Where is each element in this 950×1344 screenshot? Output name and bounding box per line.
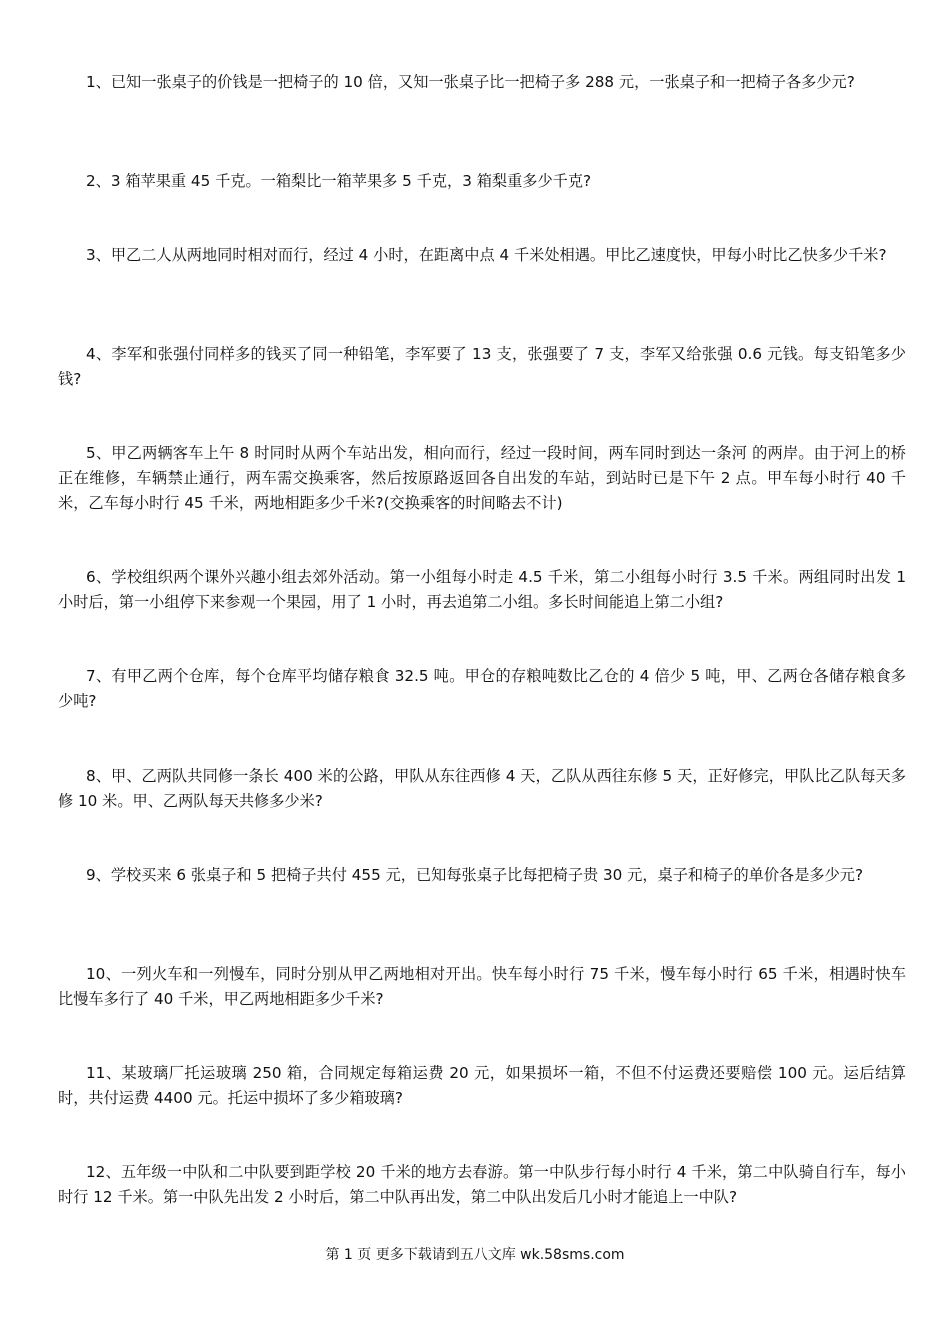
problem-4: 4、李军和张强付同样多的钱买了同一种铅笔，李军要了 13 支，张强要了 7 支，李军又给张强 0.6 元钱。每支铅笔多少钱?	[58, 345, 906, 388]
problem-8: 8、甲、乙两队共同修一条长 400 米的公路，甲队从东往西修 4 天，乙队从西往东修 5 天，正好修完，甲队比乙队每天多修 10 米。甲、乙两队每天共修多少米?	[58, 767, 906, 810]
problem-3: 3、甲乙二人从两地同时相对而行，经过 4 小时，在距离中点 4 千米处相遇。甲比乙速度快，甲每小时比乙快多少千米?	[86, 246, 887, 264]
problem-10: 10、一列火车和一列慢车，同时分别从甲乙两地相对开出。快车每小时行 75 千米，慢车每小时行 65 千米，相遇时快车比慢车多行了 40 千米，甲乙两地相距多少千米?	[58, 965, 906, 1008]
problem-5: 5、甲乙两辆客车上午 8 时同时从两个车站出发，相向而行，经过一段时间，两车同时到达一条河 的两岸。由于河上的桥正在维修，车辆禁止通行，两车需交换乘客，然后按原路返回各自出发的车站，到站时已是下午 2 点。甲车每小时行 40 千米，乙车每小时行 45 千米，两地相距多少千米?(交换乘客的时间略去不计)	[58, 444, 906, 512]
problem-9: 9、学校买来 6 张桌子和 5 把椅子共付 455 元，已知每张桌子比每把椅子贵 30 元，桌子和椅子的单价各是多少元?	[86, 866, 864, 884]
problem-12: 12、五年级一中队和二中队要到距学校 20 千米的地方去春游。第一中队步行每小时行 4 千米，第二中队骑自行车，每小时行 12 千米。第一中队先出发 2 小时后，第二中队再出发，第二中队出发后几小时才能追上一中队?	[58, 1163, 906, 1206]
problem-1: 1、已知一张桌子的价钱是一把椅子的 10 倍，又知一张桌子比一把椅子多 288 元，一张桌子和一把椅子各多少元?	[86, 73, 855, 91]
problem-11: 11、某玻璃厂托运玻璃 250 箱，合同规定每箱运费 20 元，如果损坏一箱，不但不付运费还要赔偿 100 元。运后结算时，共付运费 4400 元。托运中损坏了多少箱玻璃?	[58, 1064, 906, 1107]
problem-6: 6、学校组织两个课外兴趣小组去郊外活动。第一小组每小时走 4.5 千米，第二小组每小时行 3.5 千米。两组同时出发 1 小时后，第一小组停下来参观一个果园，用了 1 小时，再去追第二小组。多长时间能追上第二小组?	[58, 568, 906, 611]
problem-7: 7、有甲乙两个仓库，每个仓库平均储存粮食 32.5 吨。甲仓的存粮吨数比乙仓的 4 倍少 5 吨，甲、乙两仓各储存粮食多少吨?	[58, 667, 906, 710]
problem-2: 2、3 箱苹果重 45 千克。一箱梨比一箱苹果多 5 千克，3 箱梨重多少千克?	[86, 172, 592, 190]
page-footer: 第 1 页 更多下载请到五八文库 wk.58sms.com	[325, 1247, 625, 1263]
